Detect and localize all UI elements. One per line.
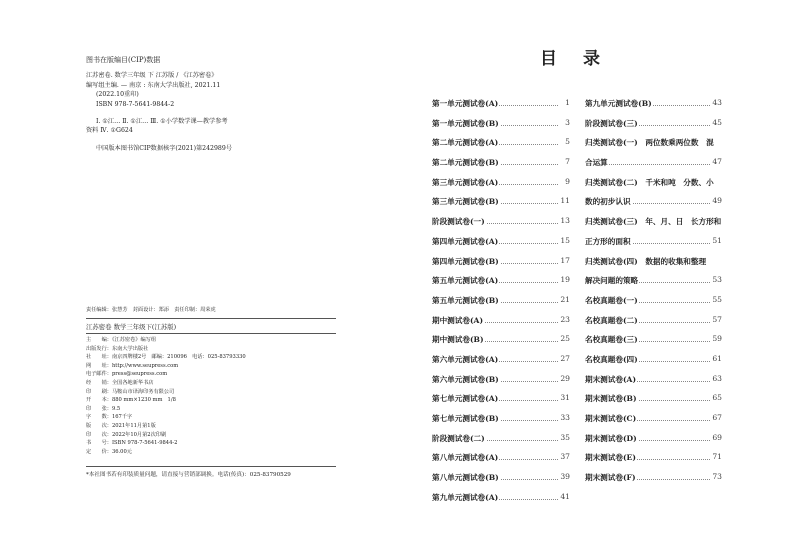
toc-entry-label: 期末测试卷(C)	[585, 414, 637, 423]
toc-entry-label: 归类测试卷(四) 数据的收集和整理	[585, 256, 707, 266]
toc-entry[interactable]	[432, 269, 570, 289]
divider	[86, 466, 336, 467]
toc-entry-page: 21	[560, 294, 570, 304]
credits-block	[86, 336, 246, 456]
toc-entry-page: 25	[560, 334, 570, 344]
toc-entry[interactable]	[432, 230, 570, 250]
toc-entry[interactable]	[585, 289, 722, 309]
toc-entry[interactable]	[585, 269, 722, 289]
toc-entry-page: 55	[712, 294, 722, 304]
toc-entry[interactable]	[432, 92, 570, 112]
toc-entry-label: 第七单元测试卷(B)	[432, 414, 499, 423]
toc-entry-page: 11	[560, 196, 570, 206]
toc-entry[interactable]	[432, 348, 570, 368]
toc-entry-page: 7	[565, 157, 570, 167]
toc-entry-label: 期末测试卷(A)	[585, 374, 637, 384]
credit-line: 印 次：2022年10月第2次印刷	[86, 431, 167, 438]
toc-entry-label: 第五单元测试卷(B)	[432, 295, 499, 305]
cip-block	[86, 56, 232, 153]
toc-entry-page: 61	[712, 353, 722, 363]
credit-line: 电子邮件：press@seupress.com	[86, 371, 168, 378]
toc-entry-page: 45	[712, 117, 722, 127]
credit-line: 印 张：9.5	[86, 405, 121, 412]
credit-line: 开 本：880 mm×1230 mm 1/8	[86, 397, 176, 404]
toc-entry[interactable]	[585, 466, 722, 486]
toc-entry-page: 59	[712, 334, 722, 344]
toc-entry[interactable]	[585, 230, 722, 250]
toc-entry[interactable]	[585, 250, 722, 270]
editors-line: 责任编辑：张慧芳 封面设计：郑添 责任印制：周荣虎	[86, 307, 216, 313]
cip-title: 图书在版编目(CIP)数据	[86, 56, 161, 64]
toc-entry-label: 名校真题卷(二)	[585, 315, 638, 325]
credit-line: 书 号：ISBN 978-7-5641-9844-2	[86, 440, 178, 447]
credit-line: 印 刷：马鞍山市译海印务有限公司	[86, 388, 175, 395]
toc-entry-page: 13	[560, 216, 570, 226]
toc-entry-label: 合运算	[585, 158, 608, 168]
toc-entry-page: 31	[560, 393, 570, 403]
cip-line: (2022.10重印)	[96, 91, 139, 99]
toc-entry[interactable]	[585, 387, 722, 407]
credit-line: 字 数：167千字	[86, 414, 133, 421]
toc-entry-page: 1	[565, 98, 570, 107]
toc-entry-page: 29	[560, 373, 570, 383]
toc-entry-label: 第三单元测试卷(B)	[432, 197, 499, 207]
toc-entry-label: 归类测试卷(一) 两位数乘两位数 混	[585, 138, 714, 148]
credit-line: 社 址：南京四牌楼2号 邮编：210096 电话：025-83793330	[86, 354, 246, 361]
toc-entry-label: 第七单元测试卷(A)	[432, 394, 499, 404]
toc-entry-label: 期中测试卷(A)	[432, 315, 484, 325]
toc-entry-label: 期末测试卷(D)	[585, 433, 637, 443]
toc-entry[interactable]	[585, 151, 722, 171]
toc-entry[interactable]	[432, 250, 570, 270]
toc-entry-page: 47	[712, 157, 722, 167]
toc-entry[interactable]	[432, 171, 570, 191]
toc-entry-page: 67	[712, 413, 722, 422]
toc-entry-page: 39	[560, 472, 570, 482]
toc-entry-page: 33	[560, 413, 570, 422]
toc-entry-page: 37	[560, 452, 570, 462]
toc-entry[interactable]	[432, 446, 570, 466]
toc-entry[interactable]	[585, 131, 722, 151]
toc-right-column	[585, 92, 722, 486]
toc-entry-label: 第六单元测试卷(B)	[432, 374, 499, 384]
toc-entry-page: 53	[712, 275, 722, 285]
toc-entry-label: 期末测试卷(F)	[585, 473, 636, 483]
toc-entry[interactable]	[432, 190, 570, 210]
toc-entry[interactable]	[585, 190, 722, 210]
toc-entry[interactable]	[432, 210, 570, 230]
toc-entry-label: 第一单元测试卷(B)	[432, 118, 499, 128]
toc-entry-label: 第四单元测试卷(B)	[432, 256, 499, 266]
toc-entry[interactable]	[432, 131, 570, 151]
credit-line: 版 次：2021年11月第1版	[86, 422, 156, 429]
credit-line: 主 编：《江苏密卷》编写组	[86, 337, 157, 343]
book-title: 江苏密卷 数学三年级下(江苏版)	[86, 323, 177, 331]
toc-title: 目录	[540, 49, 626, 69]
toc-entry-page: 71	[712, 452, 722, 462]
toc-entry-label: 阶段测试卷(二)	[432, 433, 485, 443]
toc-entry-page: 63	[712, 373, 722, 383]
toc-entry-page: 65	[712, 393, 722, 403]
toc-entry-page: 3	[565, 117, 570, 127]
toc-entry-label: 正方形的面积	[585, 236, 631, 246]
toc-entry-label: 第八单元测试卷(B)	[432, 473, 499, 483]
toc-entry-page: 73	[712, 472, 722, 482]
toc-entry[interactable]	[432, 387, 570, 407]
toc-entry-label: 归类测试卷(二) 千米和吨 分数、小	[585, 177, 714, 187]
toc-entry[interactable]	[585, 210, 722, 230]
toc-entry-label: 阶段测试卷(三)	[585, 118, 638, 128]
toc-entry-page: 51	[712, 235, 722, 245]
toc-entry-page: 57	[712, 314, 722, 324]
cip-line: 编写组主编. — 南京 : 东南大学出版社, 2021.11	[86, 81, 221, 89]
toc-entry-page: 49	[712, 196, 722, 206]
toc-entry-label: 期末测试卷(B)	[585, 394, 637, 404]
toc-entry[interactable]	[432, 309, 570, 329]
toc-entry-page: 17	[560, 255, 570, 265]
toc-entry-label: 第五单元测试卷(A)	[432, 276, 499, 286]
toc-entry-page: 27	[560, 353, 570, 363]
toc-entry[interactable]	[432, 328, 570, 348]
toc-entry-label: 阶段测试卷(一)	[432, 217, 485, 227]
toc-entry[interactable]	[585, 407, 722, 427]
toc-entry[interactable]	[585, 171, 722, 191]
credit-line: 出版发行：东南大学出版社	[86, 345, 149, 352]
toc-entry[interactable]	[432, 466, 570, 486]
toc-entry[interactable]	[432, 368, 570, 388]
toc-entry[interactable]	[585, 92, 722, 112]
toc-entry-label: 解决问题的策略	[585, 276, 639, 286]
cip-line: 江苏密卷. 数学三年级 下 江苏版 / 《江苏密卷》	[86, 72, 218, 80]
toc-entry[interactable]	[585, 328, 722, 348]
toc-entry-label: 期末测试卷(E)	[585, 453, 636, 463]
credit-line: 经 销：全国各地新华书店	[86, 379, 154, 386]
footer-note: *本社图书若有印装质量问题，请直接与营销部调换。电话(传真)：025-83790529	[86, 472, 291, 478]
toc-entry[interactable]	[432, 486, 570, 506]
toc-entry-label: 第二单元测试卷(A)	[432, 138, 499, 148]
toc-entry[interactable]	[585, 309, 722, 329]
toc-entry-label: 第八单元测试卷(A)	[432, 453, 499, 463]
toc-entry-label: 第二单元测试卷(B)	[432, 158, 499, 168]
toc-entry[interactable]	[432, 112, 570, 132]
toc-entry[interactable]	[585, 348, 722, 368]
toc-entry-page: 23	[560, 314, 570, 324]
toc-entry-label: 数的初步认识	[585, 197, 631, 207]
toc-entry-page: 9	[565, 176, 570, 186]
toc-left-column	[432, 92, 570, 505]
toc-entry[interactable]	[432, 151, 570, 171]
cip-line: 资料 Ⅳ. ①G624	[86, 127, 133, 135]
toc-entry-label: 期中测试卷(B)	[432, 335, 484, 345]
toc-entry-label: 第三单元测试卷(A)	[432, 177, 499, 187]
cip-line: 中国版本图书馆CIP数据核字(2021)第242989号	[96, 144, 232, 152]
credit-line: 网 址：http://www.seupress.com	[86, 362, 179, 369]
toc-entry-label: 名校真题卷(四)	[585, 354, 638, 364]
toc-entry-page: 15	[560, 235, 570, 245]
toc-entry-label: 第一单元测试卷(A)	[432, 99, 499, 108]
credit-line: 定 价：36.00元	[86, 448, 132, 455]
toc-entry-page: 5	[565, 137, 570, 147]
toc-entry-label: 第六单元测试卷(A)	[432, 354, 499, 364]
toc-entry-label: 归类测试卷(三) 年、月、日 长方形和	[585, 217, 722, 227]
toc-entry-label: 名校真题卷(一)	[585, 295, 638, 305]
toc-entry[interactable]	[585, 427, 722, 447]
cip-line: ISBN 978-7-5641-9844-2	[96, 100, 175, 108]
toc-entry[interactable]	[585, 446, 722, 466]
toc-entry[interactable]	[432, 427, 570, 447]
toc-entry-label: 名校真题卷(三)	[585, 335, 638, 345]
toc-entry-label: 第四单元测试卷(A)	[432, 236, 499, 246]
divider	[86, 318, 336, 319]
toc-entry-page: 41	[560, 491, 570, 501]
toc-entry-page: 43	[712, 98, 722, 107]
toc-entry-page: 69	[712, 432, 722, 442]
toc-entry[interactable]	[432, 407, 570, 427]
toc-entry-label: 第九单元测试卷(B)	[585, 99, 652, 108]
toc-entry[interactable]	[585, 112, 722, 132]
toc-entry-page: 19	[560, 275, 570, 285]
toc-entry[interactable]	[432, 289, 570, 309]
toc-entry[interactable]	[585, 368, 722, 388]
toc-entry-page: 35	[560, 432, 570, 442]
cip-line: Ⅰ. ①江… Ⅱ. ①江… Ⅲ. ①小学数学课—教学参考	[96, 118, 228, 126]
divider	[86, 333, 336, 334]
toc-entry-label: 第九单元测试卷(A)	[432, 492, 499, 502]
